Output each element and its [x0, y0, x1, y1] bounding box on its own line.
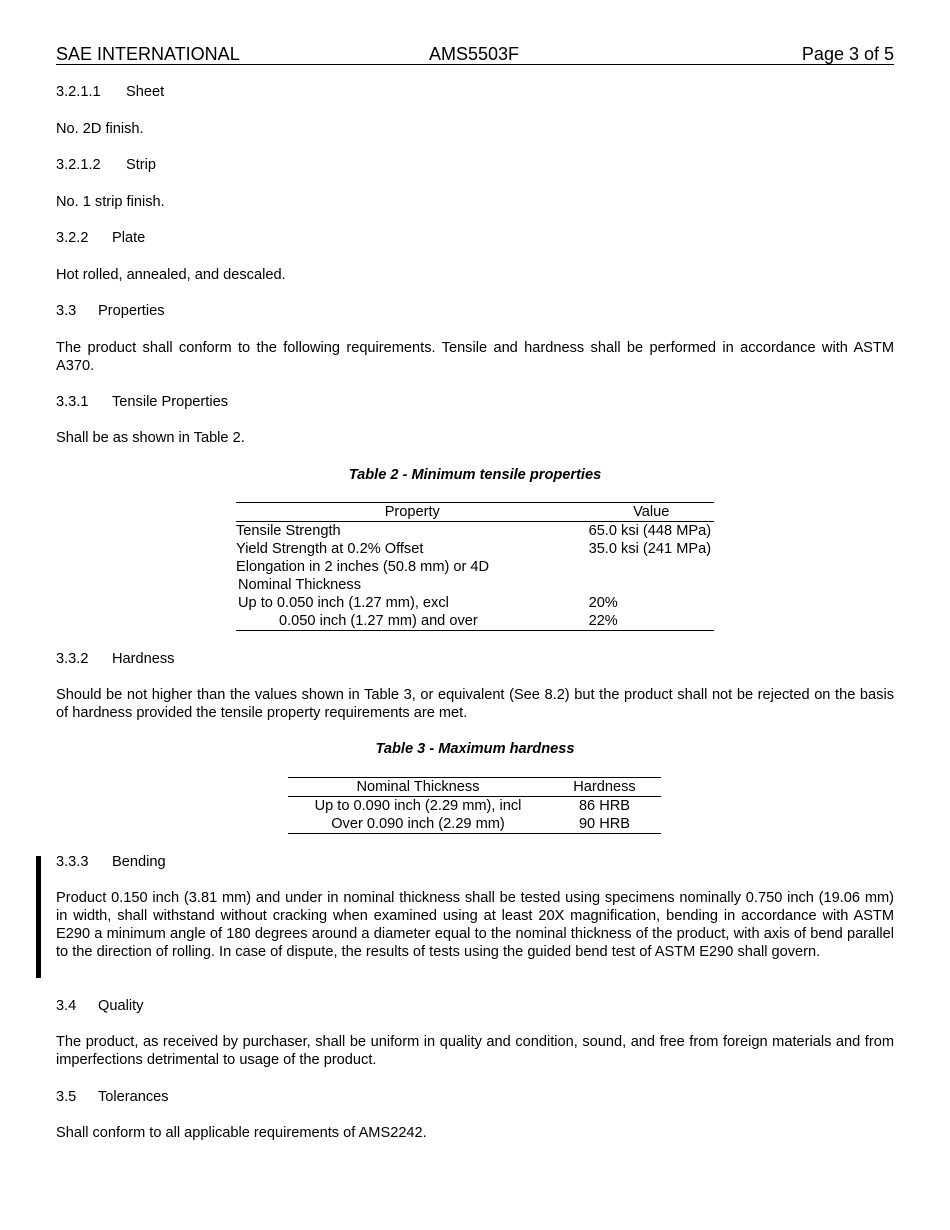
- section-title: Quality: [98, 998, 144, 1014]
- section-heading-34: [56, 997, 894, 1015]
- section-number: 3.4: [56, 998, 77, 1014]
- section-heading-3211: [56, 83, 894, 101]
- table-cell: [589, 576, 714, 594]
- table-cell: Yield Strength at 0.2% Offset: [236, 541, 424, 557]
- table-row: [288, 815, 661, 834]
- table-cell: 65.0 ksi (448 MPa): [588, 523, 712, 539]
- table-cell: 86 HRB: [578, 798, 631, 814]
- section-title: Plate: [112, 230, 146, 246]
- section-text-332: Should be not higher than the values shown in Table 3, or equivalent (See 8.2) but the product shall not be rejected on the basis of hardness provided the tensile property requirements are met.: [56, 687, 894, 721]
- table3-caption: Table 3 - Maximum hardness: [375, 741, 575, 757]
- table-row: [236, 576, 714, 594]
- section-number: 3.2.1.1: [56, 84, 101, 100]
- column-header-thickness: Nominal Thickness: [288, 778, 548, 797]
- table-cell: Tensile Strength: [236, 523, 341, 539]
- table3-maximum-hardness: [288, 777, 661, 834]
- section-number: 3.3.3: [56, 854, 89, 870]
- section-text-35: Shall conform to all applicable requirements of AMS2242.: [56, 1125, 427, 1141]
- table-row: [236, 522, 714, 541]
- section-text-322: Hot rolled, annealed, and descaled.: [56, 267, 286, 283]
- section-heading-3212: [56, 156, 894, 174]
- section-text-34: The product, as received by purchaser, shall be uniform in quality and condition, sound, and free from foreign materials and from imperfections detrimental to usage of the product.: [56, 1034, 894, 1068]
- header-organization: SAE INTERNATIONAL: [56, 44, 240, 64]
- section-number: 3.3.2: [56, 651, 89, 667]
- section-text-3212: No. 1 strip finish.: [56, 194, 165, 210]
- section-heading-33: [56, 302, 894, 320]
- table-cell: 20%: [588, 595, 618, 611]
- table-cell: Elongation in 2 inches (50.8 mm) or 4D: [236, 559, 490, 575]
- section-number: 3.2.2: [56, 230, 89, 246]
- section-title: Tolerances: [98, 1089, 169, 1105]
- section-title: Properties: [98, 303, 165, 319]
- table2-caption: Table 2 - Minimum tensile properties: [348, 467, 602, 483]
- column-header-value: Value: [589, 503, 714, 522]
- table-header-row: [236, 503, 714, 522]
- table2-tensile-properties: [236, 502, 714, 631]
- table-cell: 0.050 inch (1.27 mm) and over: [279, 613, 478, 629]
- section-title: Sheet: [126, 84, 165, 100]
- header-spec-number: AMS5503F: [429, 44, 520, 64]
- section-heading-322: [56, 229, 894, 247]
- section-title: Tensile Properties: [112, 394, 228, 410]
- table-row: [288, 797, 661, 816]
- section-text-331: Shall be as shown in Table 2.: [56, 430, 245, 446]
- column-header-hardness: Hardness: [548, 778, 661, 797]
- table-header-row: [288, 778, 661, 797]
- table-cell: Up to 0.050 inch (1.27 mm), excl: [238, 595, 449, 611]
- table-cell: 22%: [588, 613, 618, 629]
- section-heading-35: [56, 1088, 894, 1106]
- section-text-33: The product shall conform to the following requirements. Tensile and hardness shall be performed in accordance with ASTM A370.: [56, 340, 894, 374]
- table-cell: Up to 0.090 inch (2.29 mm), incl: [314, 798, 522, 814]
- table-cell: Over 0.090 inch (2.29 mm): [331, 816, 505, 832]
- column-header-property: Property: [236, 503, 589, 522]
- table-cell: 90 HRB: [578, 816, 631, 832]
- table-cell: [589, 558, 714, 576]
- section-heading-331: [56, 393, 894, 411]
- table-cell: 35.0 ksi (241 MPa): [588, 541, 712, 557]
- table-row: [236, 558, 714, 576]
- table-row: [236, 612, 714, 631]
- section-title: Strip: [126, 157, 157, 173]
- section-text-3211: No. 2D finish.: [56, 121, 144, 137]
- revision-change-bar: [36, 856, 41, 978]
- section-text-333: Product 0.150 inch (3.81 mm) and under in nominal thickness shall be tested using specimens nominally 0.750 inch (19.06 mm) in width, shall withstand without cracking when examined using at least 20X magnification, bending in accordance with ASTM E290 a minimum angle of 180 degrees around a diameter equal to the nominal thickness of the product, with axis of bend parallel to the direction of rolling. In case of dispute, the results of tests using the guided bend test of ASTM E290 shall govern.: [56, 890, 894, 960]
- section-number: 3.3.1: [56, 394, 89, 410]
- section-title: Hardness: [112, 651, 175, 667]
- page-header: [56, 44, 894, 65]
- section-heading-333: [56, 853, 894, 871]
- section-heading-332: [56, 650, 894, 668]
- table-cell: Nominal Thickness: [238, 577, 362, 593]
- table-row: [236, 594, 714, 612]
- section-number: 3.5: [56, 1089, 77, 1105]
- header-page-number: Page 3 of 5: [801, 44, 894, 64]
- section-number: 3.3: [56, 303, 77, 319]
- table-row: [236, 540, 714, 558]
- section-title: Bending: [112, 854, 166, 870]
- section-number: 3.2.1.2: [56, 157, 101, 173]
